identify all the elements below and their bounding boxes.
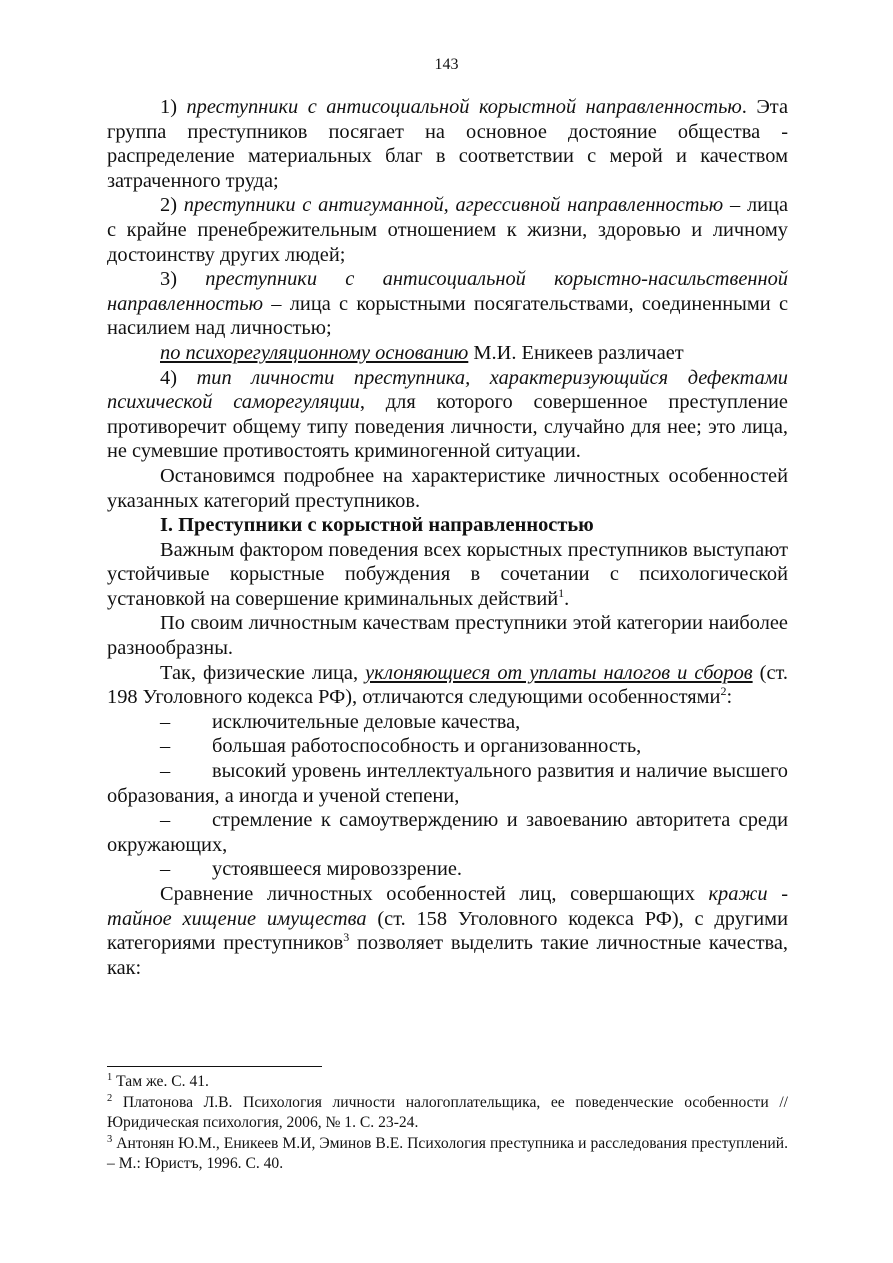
paragraph-tax-evasion [107, 661, 788, 710]
underlined-term: по психорегуляционному основанию [160, 341, 469, 364]
list-item [107, 734, 788, 759]
paragraph-text: Так, физические лица, [160, 661, 366, 684]
footnote-text: Там же. С. 41. [112, 1073, 209, 1090]
list-dash: – [160, 760, 171, 783]
paragraph-theft [107, 882, 788, 980]
paragraph-text: – лица с крайне пренебрежительным отношением к жизни, здоровью и личному достоинству других людей; [107, 194, 788, 266]
paragraph-text: . Эта группа преступников посягает на основное достояние общества - распределение материальных благ в соответствии с мерой и качеством затраченного труда; [107, 96, 789, 192]
italic-term: преступники с антисоциальной корыстной направленностью [186, 96, 742, 118]
paragraph-text: Важным фактором поведения всех корыстных преступников выступают устойчивые корыстные побуждения в сочетании с психологической установкой на совершение криминальных действий [107, 538, 788, 610]
footnote-divider [107, 1066, 322, 1067]
footnote [107, 1072, 788, 1093]
body-text [107, 95, 788, 980]
footnote-ref[interactable]: 3 [343, 930, 350, 945]
list-dash: – [160, 735, 171, 758]
list-item [107, 710, 788, 735]
paragraph-text: , для которого совершенное преступление противоречит общему типу поведения личности, случайно для нее; это лица, не сумевшие противостоять криминогенной ситуации. [107, 391, 788, 463]
list-item [107, 759, 788, 808]
list-item-text: большая работоспособность и организованность, [212, 735, 642, 758]
footnote-number: 1 [107, 1071, 113, 1083]
footnote-text: Платонова Л.В. Психология личности налогоплательщика, ее поведенческие особенности // Юридическая психология, 2006, № 1. С. 23-24. [107, 1093, 788, 1132]
paragraph-text: (ст. 158 Уголовного кодекса РФ), с другими категориями преступников [107, 907, 788, 955]
paragraph-text: (ст. 198 Уголовного кодекса РФ), отличаются следующими особенностями [107, 661, 788, 709]
paragraph-type-2 [107, 193, 788, 267]
italic-term: преступники с антисоциальной корыстно-насильственной направленностью [107, 268, 789, 315]
item-number: 3) [160, 268, 206, 291]
paragraph-diversity: По своим личностным качествам преступники этой категории наиболее разнообразны. [107, 612, 788, 660]
italic-term: кражи - тайное хищение имущества [107, 883, 788, 930]
section-heading: I. Преступники с корыстной направленностью [160, 514, 594, 537]
paragraph-motivation [107, 538, 788, 612]
paragraph-text: : [726, 686, 733, 709]
footnote [107, 1093, 788, 1134]
paragraph-text: – лица с корыстными посягательствами, соединенными с насилием над личностью; [107, 292, 788, 340]
item-number: 4) [160, 366, 197, 389]
list-item-text: стремление к самоутверждению и завоеванию авторитета среди окружающих, [107, 809, 788, 856]
paragraph-type-4 [107, 366, 788, 464]
paragraph-text: позволяет выделить такие личностные качества, как: [107, 932, 789, 979]
italic-term: преступники с антигуманной, агрессивной направленностью [183, 194, 724, 217]
list-dash: – [160, 710, 171, 733]
footnote-ref[interactable]: 1 [558, 586, 565, 601]
footnote-text: Антонян Ю.М., Еникеев М.И, Эминов В.Е. Психология преступника и расследования преступлений. – М.: Юристъ, 1996. С. 40. [107, 1134, 788, 1173]
footnote [107, 1134, 788, 1175]
paragraph-overview: Остановимся подробнее на характеристике личностных особенностей указанных категорий преступников. [107, 464, 788, 512]
list-item-text: высокий уровень интеллектуального развития и наличие высшего образования, а иногда и ученой степени, [107, 760, 788, 807]
paragraph-text: . [564, 587, 570, 610]
footnote-number: 3 [107, 1133, 113, 1145]
item-number: 1) [160, 96, 187, 118]
paragraph-psychoregulation [107, 341, 788, 366]
list-item [107, 857, 788, 882]
list-item-text: исключительные деловые качества, [212, 710, 521, 733]
list-item-text: устоявшееся мировоззрение. [212, 858, 463, 881]
paragraph-text: Сравнение личностных особенностей лиц, совершающих [160, 883, 709, 905]
footnote-ref[interactable]: 2 [720, 684, 727, 699]
footnotes [107, 1072, 788, 1175]
paragraph-type-3 [107, 267, 788, 341]
list-dash: – [160, 858, 171, 881]
paragraph-type-1 [107, 95, 788, 193]
italic-term: тип личности преступника, характеризующийся дефектами психической саморегуляции [107, 366, 788, 414]
page-number: 143 [434, 56, 459, 73]
footnote-number: 2 [107, 1092, 113, 1104]
item-number: 2) [160, 194, 184, 217]
underlined-italic-term: уклоняющиеся от уплаты налогов и сборов [365, 661, 753, 684]
list-dash: – [160, 809, 171, 832]
paragraph-text: М.И. Еникеев различает [468, 341, 684, 364]
list-item [107, 808, 788, 857]
